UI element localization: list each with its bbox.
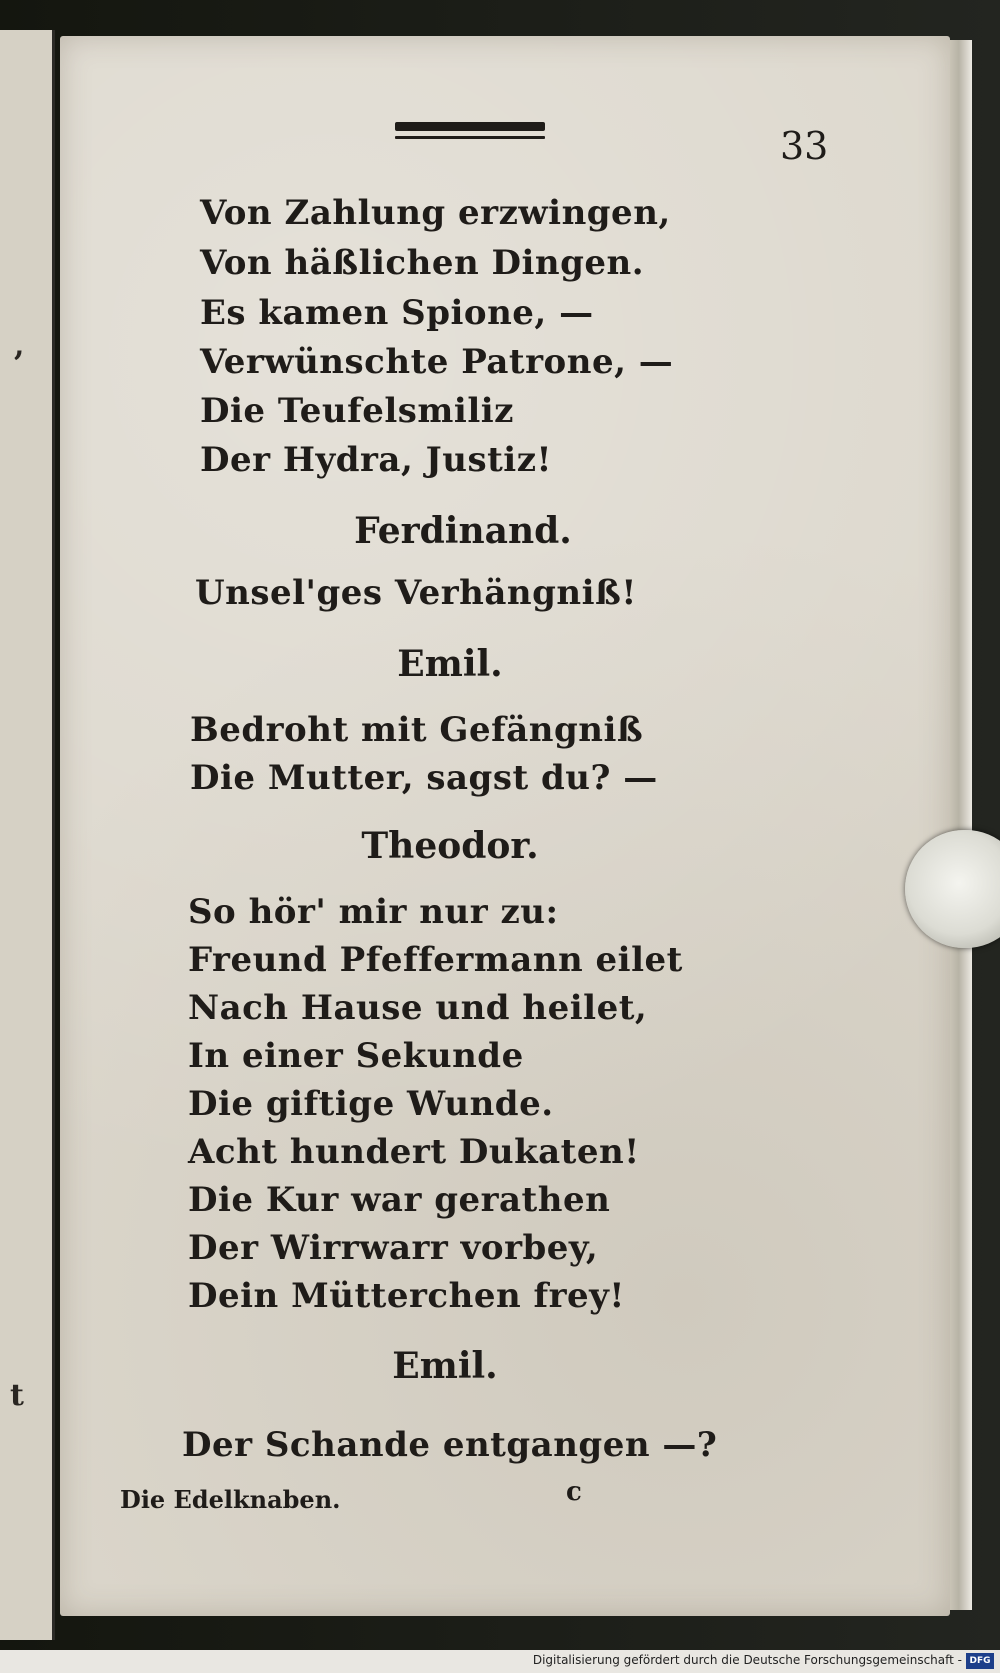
verse-line: Verwünschte Patrone, — [200, 342, 674, 382]
footer-credit: Digitalisierung gefördert durch die Deutsche Forschungsgemeinschaft - [532, 1653, 962, 1667]
signature-mark: c [566, 1477, 582, 1507]
verse-line: Der Schande entgangen —? [182, 1425, 718, 1465]
verse-line: Von häßlichen Dingen. [200, 243, 645, 283]
header-rule [395, 122, 545, 139]
left-page-fragment: t [10, 1378, 24, 1413]
verse-line: Die Kur war gerathen [188, 1180, 611, 1220]
verse-line: Der Hydra, Justiz! [200, 440, 552, 480]
verse-line: Von Zahlung erzwingen, [200, 193, 671, 233]
catchword: Die Edelknaben. [120, 1485, 341, 1514]
verse-line: Die giftige Wunde. [188, 1084, 554, 1124]
left-page-edge [0, 30, 55, 1640]
verse-line: Dein Mütterchen frey! [188, 1276, 625, 1316]
verse-line: Acht hundert Dukaten! [188, 1132, 640, 1172]
speaker-name: Emil. [392, 1345, 498, 1387]
verse-line: Nach Hause und heilet, [188, 988, 648, 1028]
verse-line: Bedroht mit Gefängniß [190, 710, 644, 750]
speaker-name: Emil. [397, 643, 503, 685]
verse-line: Der Wirrwarr vorbey, [188, 1228, 599, 1268]
verse-line: Die Teufelsmiliz [200, 391, 514, 431]
footer-bar [0, 1650, 1000, 1673]
page-stack-edge [950, 40, 972, 1610]
dfg-logo-icon: DFG [966, 1653, 994, 1669]
verse-line: Die Mutter, sagst du? — [190, 758, 658, 798]
verse-line: So hör' mir nur zu: [188, 892, 559, 932]
verse-line: Es kamen Spione, — [200, 293, 594, 333]
speaker-name: Theodor. [361, 825, 539, 867]
page-number: 33 [780, 124, 829, 168]
verse-line: In einer Sekunde [188, 1036, 524, 1076]
header-rule-thin [395, 136, 545, 139]
left-page-fragment: , [14, 328, 25, 363]
speaker-name: Ferdinand. [354, 510, 572, 552]
header-rule-thick [395, 122, 545, 131]
verse-line: Unsel'ges Verhängniß! [195, 573, 637, 613]
verse-line: Freund Pfeffermann eilet [188, 940, 683, 980]
